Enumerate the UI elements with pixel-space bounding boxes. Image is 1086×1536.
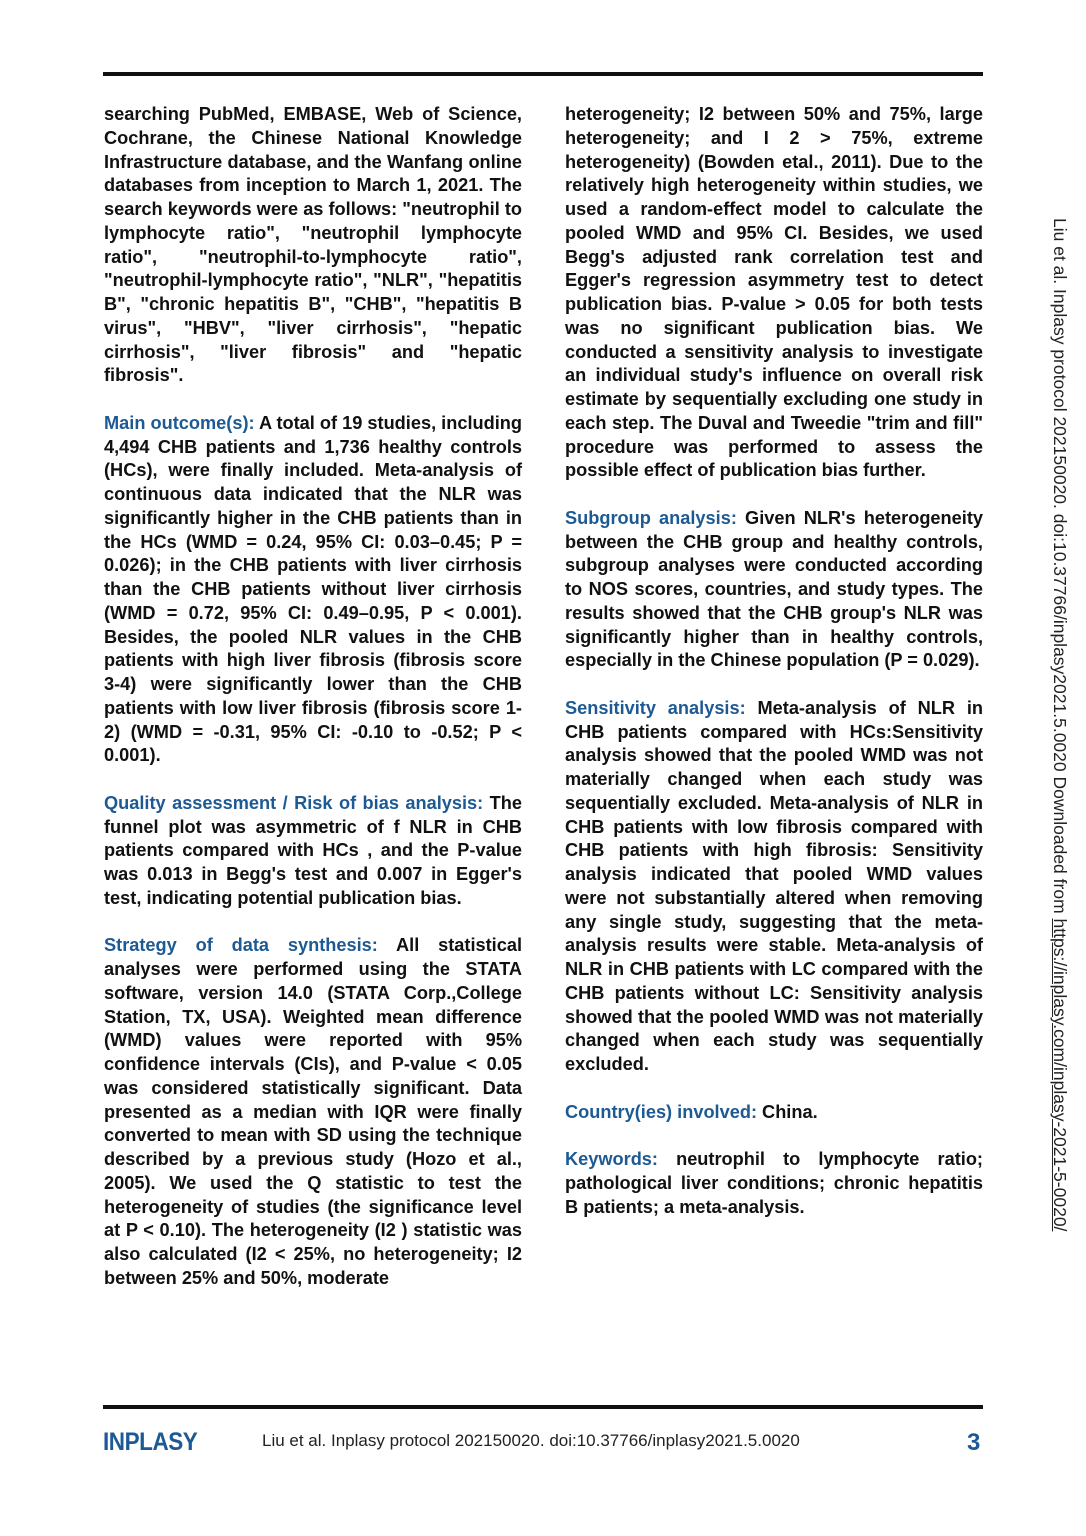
heterogeneity-continued [565, 103, 983, 483]
download-link[interactable]: https://inplasy.com/inplasy-2021-5-0020/ [1050, 918, 1070, 1232]
section-heading: Keywords: [565, 1149, 658, 1169]
section-heading: Country(ies) involved: [565, 1101, 757, 1122]
section-text: Given NLR's heterogeneity between the CHB group and healthy controls, subgroup analyses were conducted according to NOS scores, countries, and study types. The results showed that the CHB group's NLR was significantly higher than in healthy controls, especially in the Chinese population (P = 0.029). [565, 507, 983, 671]
section-text: All statistical analyses were performed using the STATA software, version 14.0 (STATA Corp.,College Station, TX, USA). Weighted mean difference (WMD) values were reported with 95% confidence intervals (CIs), and P-value < 0.05 was considered statistically significant. Data presented as a median with IQR were finally converted to mean with SD using the technique described by a previous study (Hozo et al., 2005). We used the Q statistic to test the heterogeneity of studies (the significance level at P < 0.10). The heterogeneity (I2 ) statistic was also calculated (I2 < 25%, no heterogeneity; I2 between 25% and 50%, moderate [104, 935, 523, 1288]
sensitivity-analysis-section [565, 697, 983, 1077]
countries-section [565, 1101, 983, 1125]
section-text: A total of 19 studies, including 4,494 CHB patients and 1,736 healthy controls (HCs), were finally included. Meta-analysis of continuous data indicated that the NLR was significantly higher in the CHB patients than in the HCs (WMD = 0.24, 95% CI: 0.03–0.45; P = 0.026); in the CHB patients with liver cirrhosis than the CHB patients without liver cirrhosis (WMD = 0.72, 95% CI: 0.49–0.95, P < 0.001). Besides, the pooled NLR values in the CHB patients with high liver fibrosis (fibrosis score 3-4) were significantly lower than the CHB patients with low liver fibrosis (fibrosis score 1-2) (WMD = -0.31, 95% CI: -0.10 to -0.52; P < 0.001). [104, 412, 523, 766]
download-note-text: Liu et al. Inplasy protocol 202150020. doi:10.37766/inplasy2021.5.0020 Downloaded from [1050, 218, 1070, 919]
section-text: neutrophil to lymphocyte ratio; pathological liver conditions; chronic hepatitis B patients; a meta-analysis. [565, 1149, 983, 1217]
footer-rule [103, 1405, 983, 1409]
footer-brand-logo: INPLASY [103, 1428, 198, 1456]
right-column [565, 103, 983, 1243]
section-heading: Quality assessment / Risk of bias analysis: [104, 792, 484, 813]
footer-citation: Liu et al. Inplasy protocol 202150020. doi:10.37766/inplasy2021.5.0020 [262, 1431, 800, 1450]
section-heading: Main outcome(s): [104, 412, 255, 433]
subgroup-analysis-section [565, 507, 983, 673]
section-text: Meta-analysis of NLR in CHB patients compared with HCs:Sensitivity analysis showed that the pooled WMD was not materially changed when each study was sequentially excluded. Meta-analysis of NLR in CHB patients with low fibrosis compared with CHB patients with high fibrosis: Sensitivity analysis indicated that pooled WMD values were not substantially altered when removing any single study, suggesting that the meta-analysis results were stable. Meta-analysis of NLR in CHB patients with LC compared with the CHB patients without LC: Sensitivity analysis showed that the pooled WMD was not materially changed when each study was sequentially excluded. [565, 697, 983, 1074]
section-heading: Sensitivity analysis: [565, 697, 746, 718]
data-synthesis-section [104, 934, 522, 1290]
paragraph-text: heterogeneity; I2 between 50% and 75%, large heterogeneity; and I 2 > 75%, extreme heterogeneity) (Bowden etal., 2011). Due to the relatively high heterogeneity within studies, we used a random-effect model to calculate the pooled WMD and 95% CI. Besides, we used Begg's adjusted rank correlation test and Egger's regression asymmetry test to detect publication bias. P-value > 0.05 for both tests was no significant publication bias. We conducted a sensitivity analysis to investigate an individual study's influence on overall risk estimate by sequentially excluding one study in each step. The Duval and Tweedie "trim and fill" procedure was performed to assess the possible effect of publication bias further. [565, 104, 983, 481]
section-heading: Strategy of data synthesis: [104, 935, 378, 956]
section-heading: Subgroup analysis: [565, 507, 737, 528]
header-rule [103, 72, 983, 76]
section-text: The funnel plot was asymmetric of f NLR in CHB patients compared with HCs , and the P-value was 0.013 in Begg's test and 0.007 in Egger's test, indicating potential publication bias. [104, 792, 522, 908]
main-outcomes-section [104, 412, 522, 768]
search-strategy-continued [104, 103, 522, 388]
keywords-section [565, 1148, 983, 1219]
quality-assessment-section [104, 792, 522, 911]
paragraph-text: searching PubMed, EMBASE, Web of Science, Cochrane, the Chinese National Knowledge Infrastructure database, and the Wanfang online databases from inception to March 1, 2021. The search keywords were as follows: "neutrophil to lymphocyte ratio", "neutrophil lymphocyte ratio", "neutrophil-to-lymphocyte ratio", "neutrophil-lymphocyte ratio", "NLR", "hepatitis B", "chronic hepatitis B", "CHB", "hepatitis B virus", "HBV", "liver cirrhosis", "hepatic cirrhosis", "liver fibrosis" and "hepatic fibrosis". [104, 104, 522, 386]
page-number: 3 [967, 1429, 981, 1456]
section-text: China. [757, 1101, 818, 1122]
vertical-download-note [1047, 218, 1073, 1298]
left-column [104, 103, 522, 1314]
